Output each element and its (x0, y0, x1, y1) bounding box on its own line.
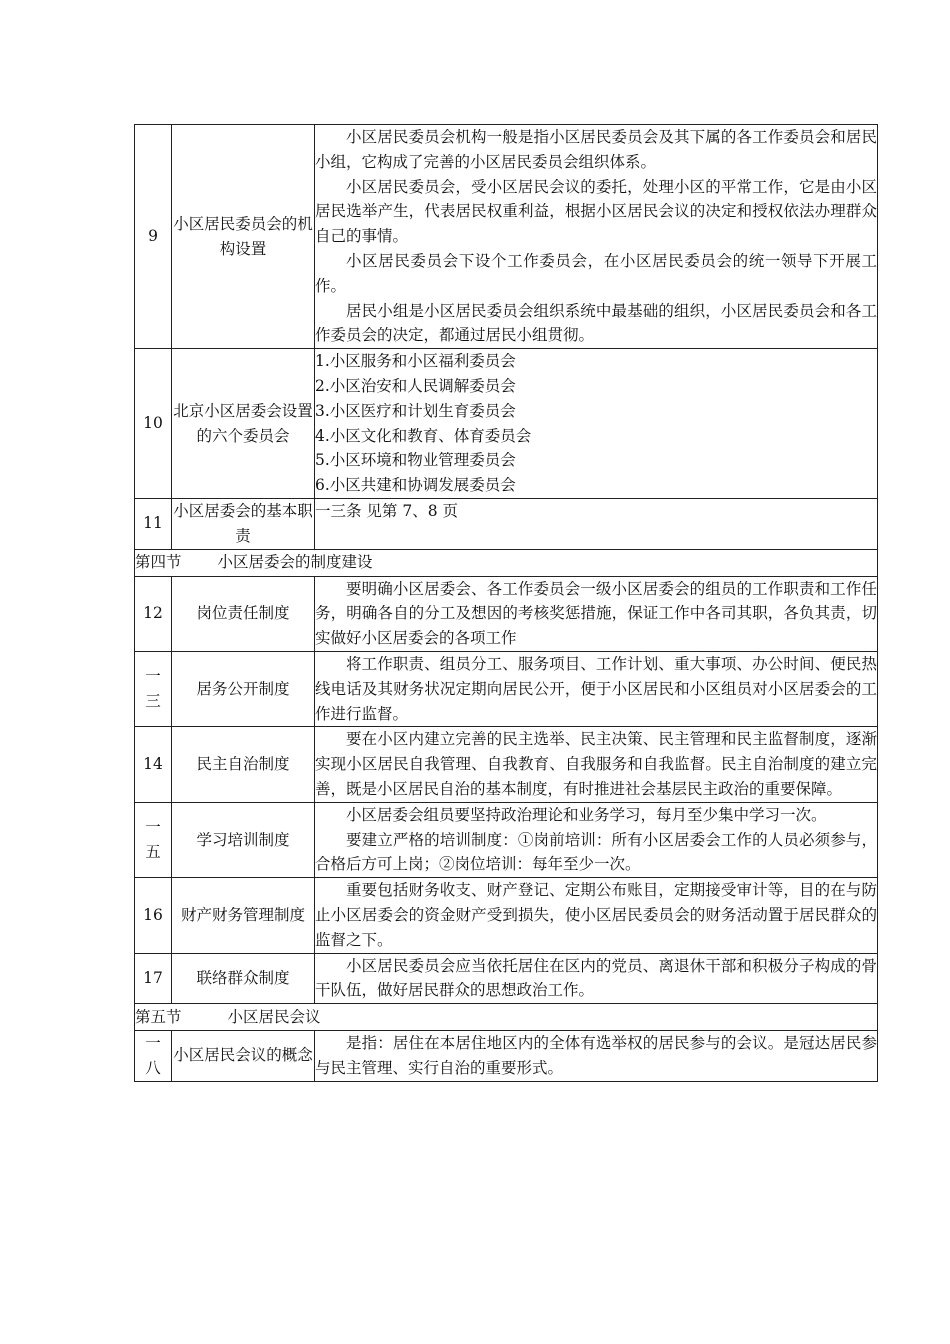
table-row (135, 576, 878, 651)
table-row (135, 802, 878, 877)
row-content (315, 727, 878, 802)
content-table (134, 124, 878, 1082)
row-content (315, 349, 878, 499)
section-row (135, 1004, 878, 1031)
paragraph: 要建立严格的培训制度：①岗前培训：所有小区居委会工作的人员必须参与，合格后方可上岗；②岗位培训：每年至少一次。 (315, 830, 877, 874)
list-item: 4.小区文化和教育、体育委员会 (315, 426, 532, 445)
row-title: 学习培训制度 (172, 802, 315, 877)
section-heading (135, 549, 878, 576)
row-number: 16 (135, 878, 172, 953)
row-title: 小区居民委员会的机构设置 (172, 125, 315, 349)
row-number: 10 (135, 349, 172, 499)
row-number: 17 (135, 953, 172, 1004)
list-item: 2.小区治安和人民调解委员会 (315, 376, 516, 395)
row-number: 9 (135, 125, 172, 349)
row-title: 居务公开制度 (172, 651, 315, 726)
paragraph: 一三条 见第 7、8 页 (315, 501, 459, 520)
section-label: 第四节 (135, 553, 182, 572)
list-item: 5.小区环境和物业管理委员会 (315, 451, 516, 470)
paragraph: 小区居民委员会应当依托居住在区内的党员、离退休干部和积极分子构成的骨干队伍，做好居民群众的思想政治工作。 (315, 956, 877, 1000)
paragraph: 居民小组是小区居民委员会组织系统中最基础的组织，小区居民委员会和各工作委员会的决定，都通过居民小组贯彻。 (315, 301, 877, 345)
section-heading (135, 1004, 878, 1031)
row-content (315, 878, 878, 953)
list-item: 6.小区共建和协调发展委员会 (315, 476, 516, 495)
section-title: 小区居委会的制度建设 (217, 553, 373, 572)
row-content (315, 651, 878, 726)
table-row (135, 878, 878, 953)
row-content (315, 498, 878, 549)
row-title: 小区居委会的基本职责 (172, 498, 315, 549)
row-number: 一八 (135, 1031, 172, 1082)
row-title: 财产财务管理制度 (172, 878, 315, 953)
table-row (135, 953, 878, 1004)
list-item: 3.小区医疗和计划生育委员会 (315, 401, 516, 420)
row-content (315, 802, 878, 877)
table-row (135, 498, 878, 549)
paragraph: 小区居委会组员要坚持政治理论和业务学习，每月至少集中学习一次。 (346, 805, 827, 824)
row-title: 联络群众制度 (172, 953, 315, 1004)
paragraph: 要明确小区居委会、各工作委员会一级小区居委会的组员的工作职责和工作任务，明确各自的分工及想因的考核奖惩措施，保证工作中各司其职，各负其责，切实做好小区居委会的各项工作 (315, 579, 877, 648)
section-title: 小区居民会议 (227, 1007, 321, 1026)
row-content (315, 1031, 878, 1082)
row-content (315, 576, 878, 651)
paragraph: 小区居民委员会，受小区居民会议的委托，处理小区的平常工作，它是由小区居民选举产生，代表居民权重利益，根据小区居民会议的决定和授权依法办理群众自己的事情。 (315, 177, 877, 246)
row-number: 14 (135, 727, 172, 802)
row-content (315, 953, 878, 1004)
table-row (135, 727, 878, 802)
paragraph: 是指：居住在本居住地区内的全体有选举权的居民参与的会议。是冠达居民参与民主管理、实行自治的重要形式。 (315, 1034, 877, 1077)
row-content (315, 125, 878, 349)
paragraph: 将工作职责、组员分工、服务项目、工作计划、重大事项、办公时间、便民热线电话及其财务状况定期向居民公开，便于小区居民和小区组员对小区居委会的工作进行监督。 (315, 654, 877, 723)
table-row (135, 651, 878, 726)
row-number: 11 (135, 498, 172, 549)
table-row (135, 1031, 878, 1082)
section-label: 第五节 (135, 1007, 182, 1026)
paragraph: 重要包括财务收支、财产登记、定期公布账目，定期接受审计等，目的在与防止小区居委会的资金财产受到损失，使小区居民委员会的财务活动置于居民群众的监督之下。 (315, 881, 877, 949)
paragraph: 小区居民委员会机构一般是指小区居民委员会及其下属的各工作委员会和居民小组，它构成了完善的小区居民委员会组织体系。 (315, 128, 877, 171)
table-row (135, 125, 878, 349)
row-title: 北京小区居委会设置的六个委员会 (172, 349, 315, 499)
section-row (135, 549, 878, 576)
row-number: 一三 (135, 651, 172, 726)
table-row (135, 349, 878, 499)
list-item: 1.小区服务和小区福利委员会 (315, 352, 516, 371)
paragraph: 要在小区内建立完善的民主选举、民主决策、民主管理和民主监督制度，逐渐实现小区居民自我管理、自我教育、自我服务和自我监督。民主自治制度的建立完善，既是小区居民自治的基本制度，有时推进社会基层民主政治的重要保障。 (315, 730, 877, 798)
row-title: 民主自治制度 (172, 727, 315, 802)
row-title: 小区居民会议的概念 (172, 1031, 315, 1082)
row-title: 岗位责任制度 (172, 576, 315, 651)
row-number: 一五 (135, 802, 172, 877)
row-number: 12 (135, 576, 172, 651)
paragraph: 小区居民委员会下设个工作委员会，在小区居民委员会的统一领导下开展工作。 (315, 251, 877, 295)
